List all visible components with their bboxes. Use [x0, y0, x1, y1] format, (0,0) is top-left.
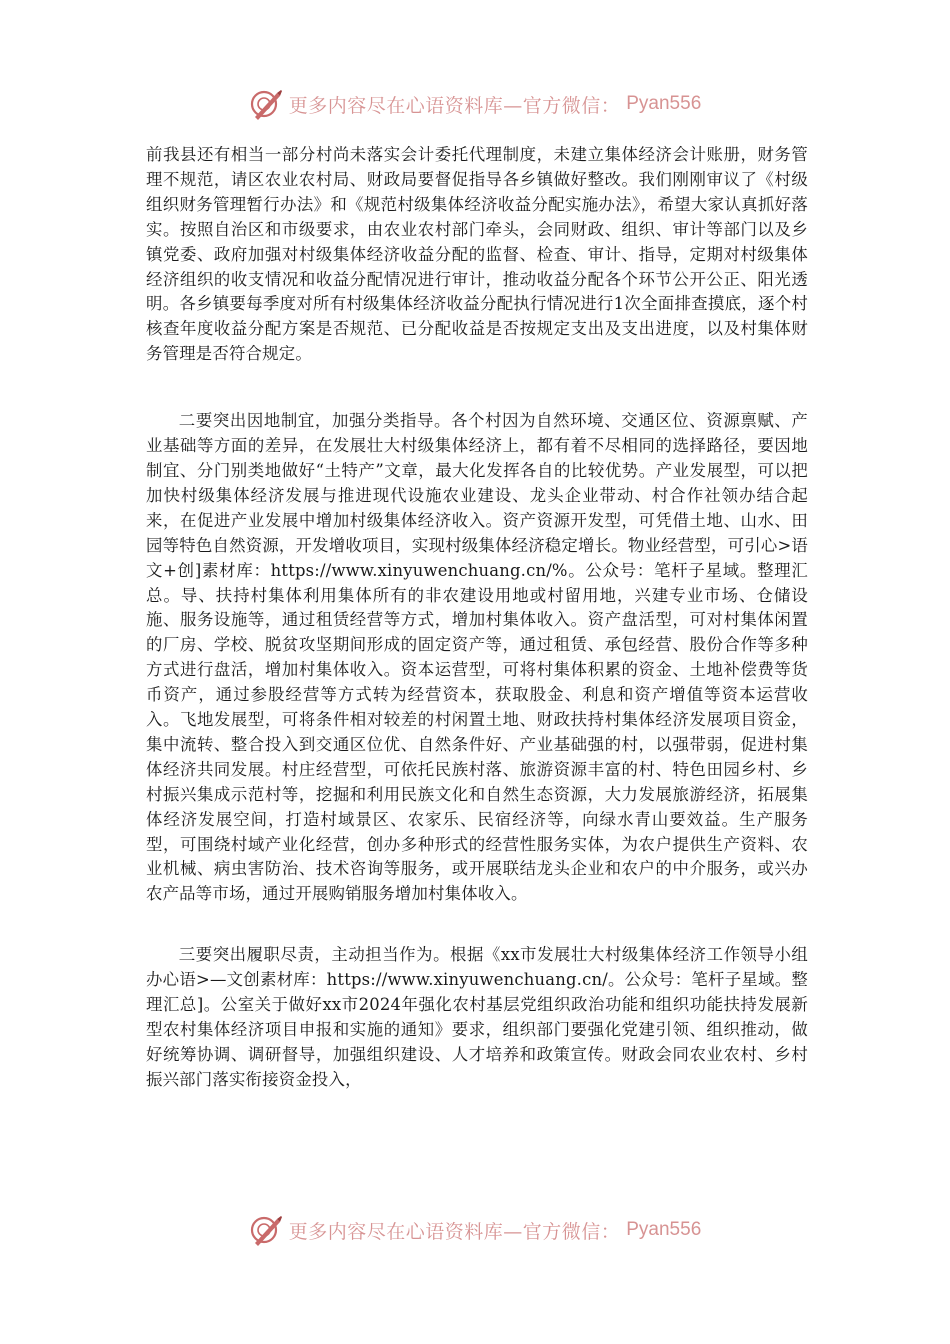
paragraph-1: 前我县还有相当一部分村尚未落实会计委托代理制度，未建立集体经济会计账册，财务管理不规范，请区农业农村局、财政局要督促指导各乡镇做好整改。我们刚刚审议了《村级组织财务管理暂行办法》和《规范村级集体经济收益分配实施办法》，希望大家认真抓好落实。按照自治区和市级要求，由农业农村部门牵头，会同财政、组织、审计等部门以及乡镇党委、政府加强对村级集体经济收益分配的监督、检查、审计、指导，定期对村级集体经济组织的收支情况和收益分配情况进行审计，推动收益分配各个环节公开公正、阳光透明。各乡镇要每季度对所有村级集体经济收益分配执行情况进行1次全面排查摸底，逐个村核查年度收益分配方案是否规范、已分配收益是否按规定支出及支出进度，以及村集体财务管理是否符合规定。: [146, 145, 808, 364]
paragraph-3: 三要突出履职尽责，主动担当作为。根据《xx市发展壮大村级集体经济工作领导小组办心语>—文创素材库：https://www.xinyuwenchuang.cn/。公众号：笔杆子星域。整理汇总]。公室关于做好xx市2024年强化农村基层党组织政治功能和组织功能扶持发展新型农村集体经济项目申报和实施的通知》要求，组织部门要强化党建引领、组织推动，做好统筹协调、调研督导，加强组织建设、人才培养和政策宣传。财政会同农业农村、乡村振兴部门落实衔接资金投入，: [146, 945, 808, 1089]
paragraph-2: 二要突出因地制宜，加强分类指导。各个村因为自然环境、交通区位、资源禀赋、产业基础等方面的差异，在发展壮大村级集体经济上，都有着不尽相同的选择路径，要因地制宜、分门别类地做好“土特产”文章，最大化发挥各自的比较优势。产业发展型，可以把加快村级集体经济发展与推进现代设施农业建设、龙头企业带动、村合作社领办结合起来，在促进产业发展中增加村级集体经济收入。资产资源开发型，可凭借土地、山水、田园等特色自然资源，开发增收项目，实现村级集体经济稳定增长。物业经营型，可引心>语文+创]素材库：https://www.xinyuwenchuang.cn/%。公众号：笔杆子星域。整理汇总。导、扶持村集体利用集体所有的非农建设用地或村留用地，兴建专业市场、仓储设施、服务设施等，通过租赁经营等方式，增加村集体收入。资产盘活型，可对村集体闲置的厂房、学校、脱贫攻坚期间形成的固定资产等，通过租赁、承包经营、股份合作等多种方式进行盘活，增加村集体收入。资本运营型，可将村集体积累的资金、土地补偿费等货币资产，通过参股经营等方式转为经营资本，获取股金、利息和资产增值等资本运营收入。飞地发展型，可将条件相对较差的村闲置土地、财政扶持村集体经济发展项目资金，集中流转、整合投入到交通区位优、自然条件好、产业基础强的村，以强带弱，促进村集体经济共同发展。村庄经营型，可依托民族村落、旅游资源丰富的村、特色田园乡村、乡村振兴集成示范村等，挖掘和利用民族文化和自然生态资源，大力发展旅游经济，拓展集体经济发展空间，打造村域景区、农家乐、民宿经济等，向绿水青山要效益。生产服务型，可围绕村域产业化经营，创办多种形式的经营性服务实体，为农户提供生产资料、农业机械、病虫害防治、技术咨询等服务，或开展联结龙头企业和农户的中介服务，或兴办农产品等市场，通过开展购销服务增加村集体收入。: [146, 411, 808, 904]
watermark-contact: Pyan556: [626, 93, 702, 114]
watermark-contact: Pyan556: [626, 1219, 702, 1240]
document-body: [146, 143, 808, 1093]
pen-logo-icon: [249, 87, 283, 121]
footer-watermark: [0, 1210, 950, 1250]
watermark-text: 更多内容尽在心语资料库—官方微信：: [288, 94, 621, 117]
header-watermark: [0, 84, 950, 124]
pen-logo-icon: [249, 1213, 283, 1247]
watermark-text: 更多内容尽在心语资料库—官方微信：: [288, 1220, 621, 1243]
